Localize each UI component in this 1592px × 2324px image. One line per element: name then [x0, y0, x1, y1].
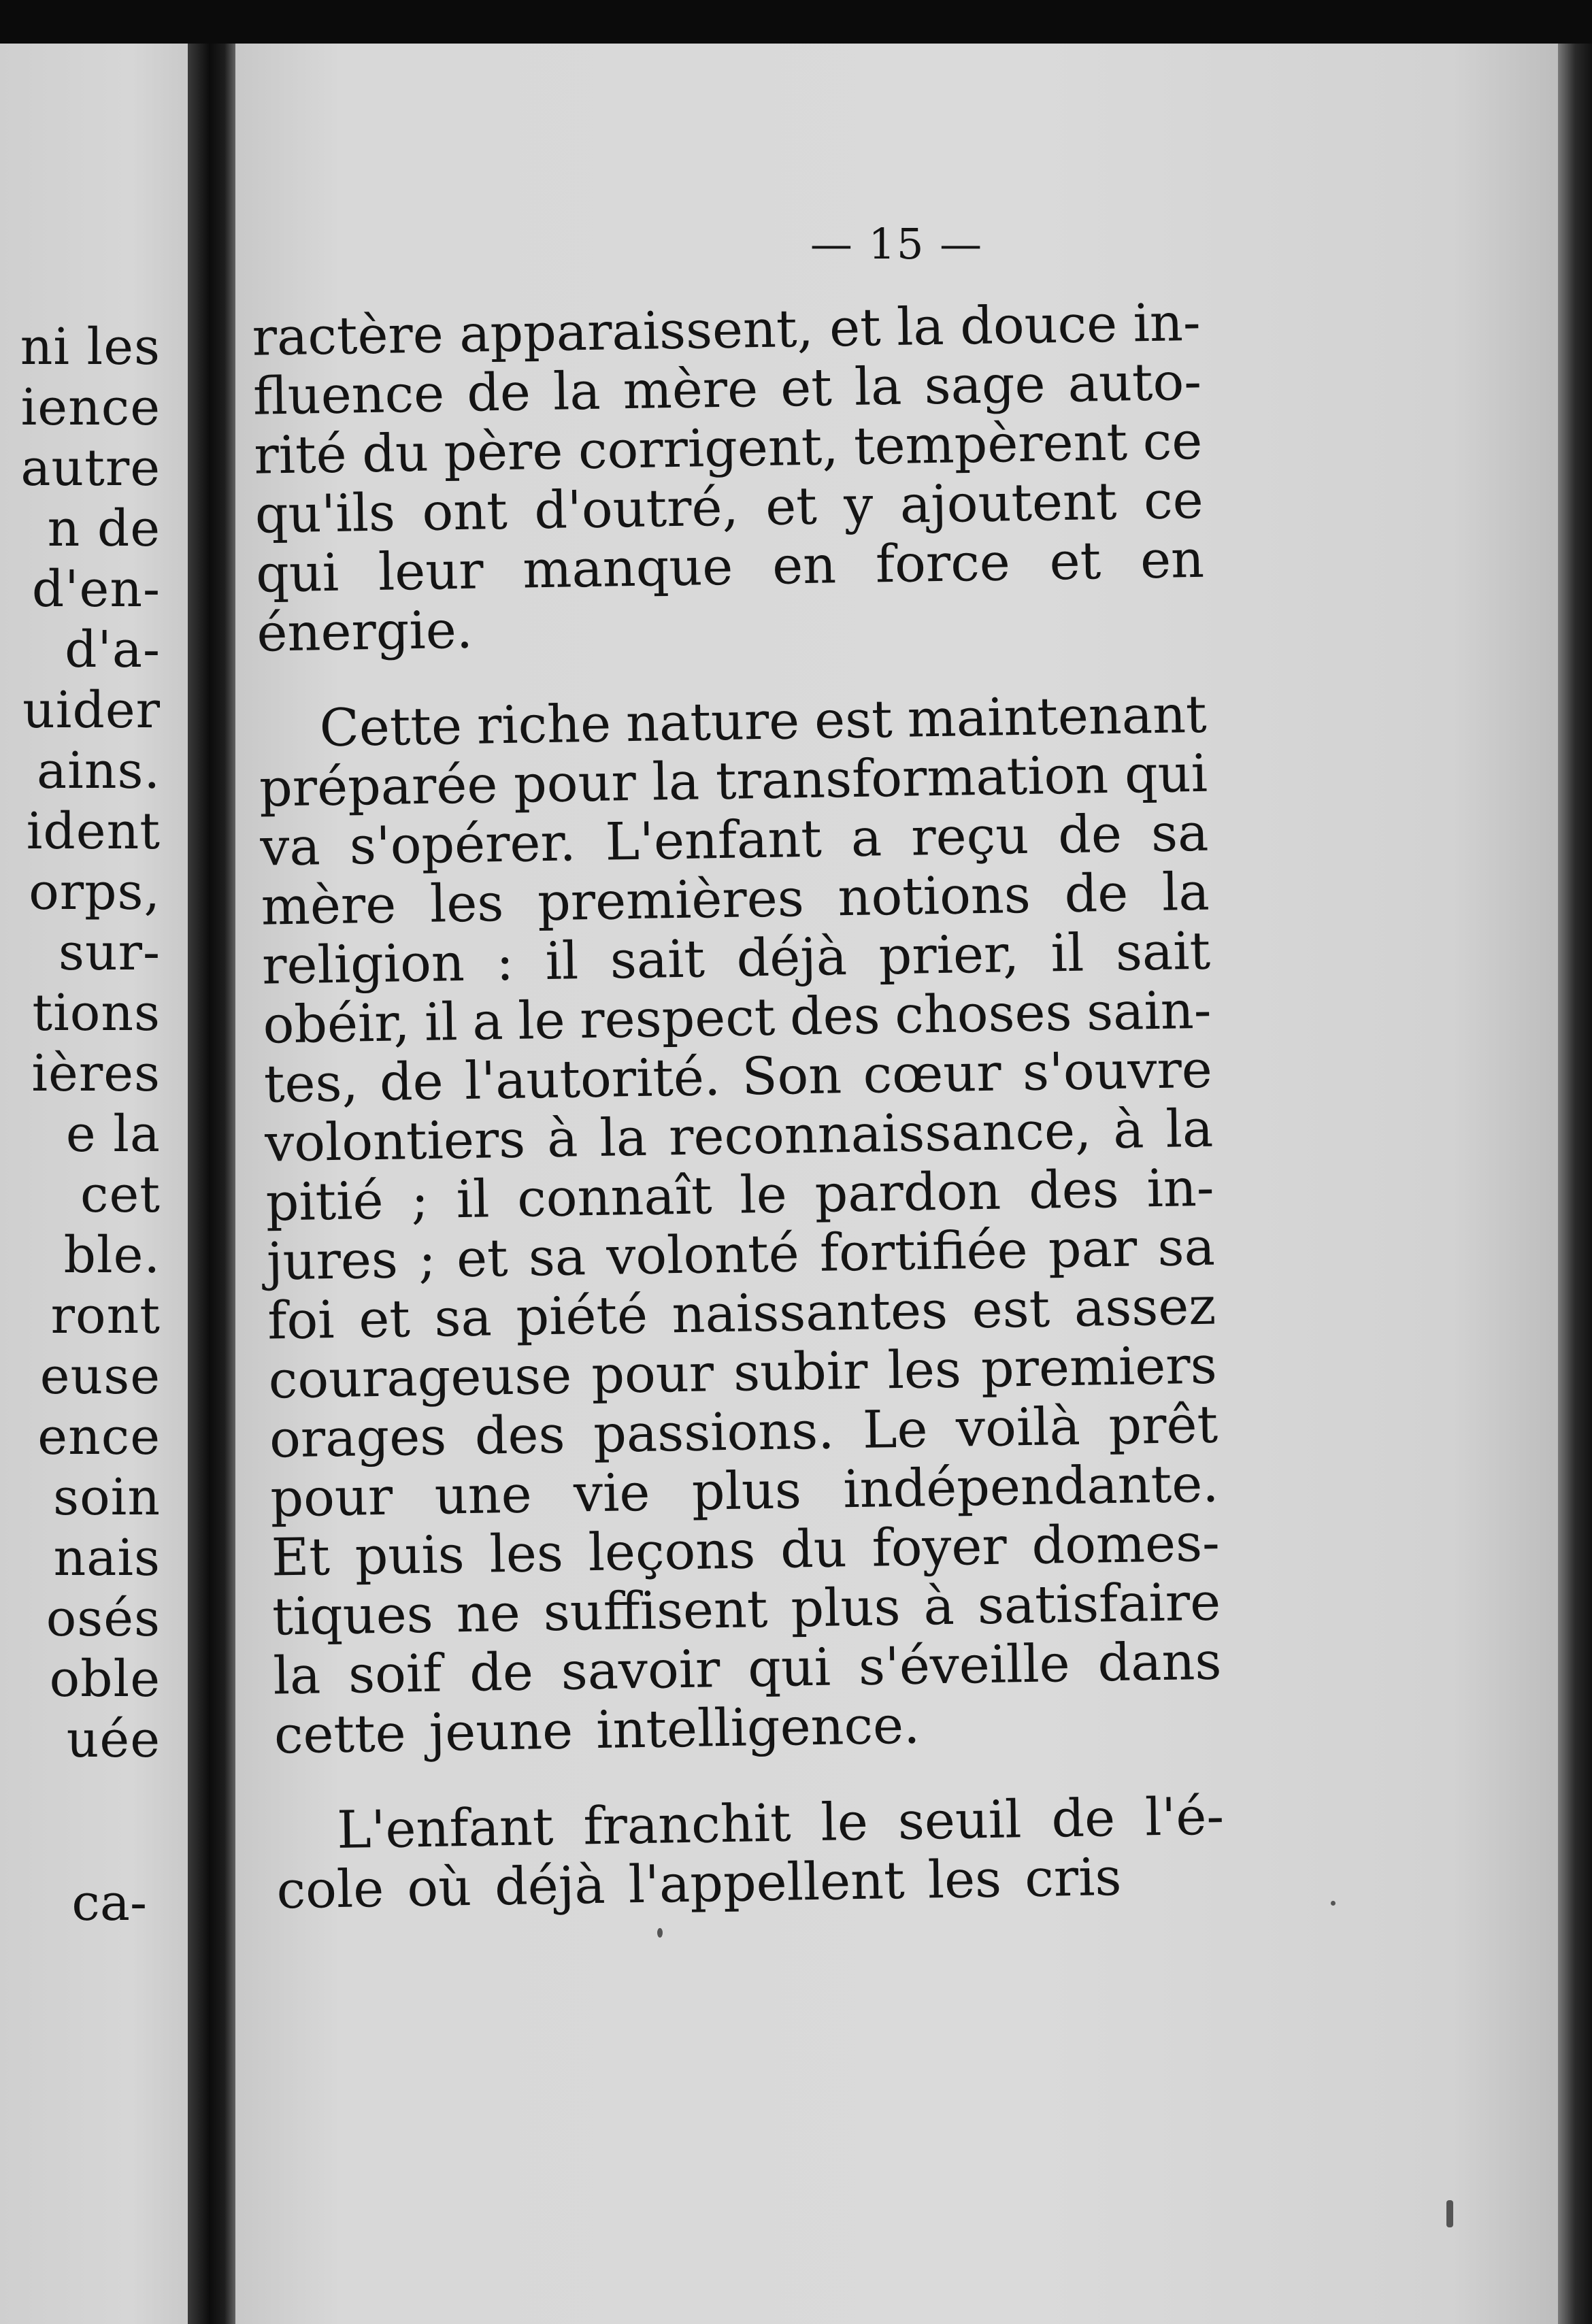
word: plus [691, 1459, 802, 1522]
previous-page-line-fragments [20, 317, 161, 1770]
word: foyer [871, 1515, 1008, 1578]
word: force [875, 531, 1011, 595]
word: qui [1124, 742, 1208, 805]
word: s'opérer. [349, 812, 577, 876]
word: leur [378, 540, 484, 602]
word: des [789, 984, 881, 1047]
previous-page-line-fragment: tions [32, 984, 161, 1042]
paragraph [239, 293, 1206, 663]
word: riche [476, 693, 612, 756]
word: notions [837, 863, 1031, 928]
word: orages [269, 1406, 447, 1470]
word: père [443, 420, 564, 483]
word: sa [1157, 1216, 1216, 1278]
previous-page-line-fragment: n de [47, 499, 161, 558]
word: les [886, 1338, 962, 1401]
word: et [1048, 530, 1101, 592]
page-body-text [239, 293, 1225, 1920]
word: qui [747, 1636, 831, 1699]
page-edge-shadow [1558, 44, 1592, 2324]
word: douce [959, 293, 1118, 356]
word: mère [261, 874, 397, 937]
word: prêt [1108, 1393, 1218, 1457]
word: voilà [955, 1395, 1081, 1459]
word: tes, [263, 1052, 359, 1114]
word: est [971, 1278, 1050, 1340]
word: ; [410, 1169, 429, 1231]
word: les [429, 872, 504, 934]
word: maintenant [907, 683, 1208, 749]
word: reconnaissance, [668, 1099, 1092, 1167]
word: : [495, 931, 514, 993]
word: Cette [319, 695, 463, 759]
previous-page-line-fragment: ières [31, 1044, 161, 1103]
word: obéir, [262, 992, 411, 1055]
word: transformation [715, 744, 1109, 812]
word: une [434, 1463, 533, 1526]
previous-page-line-fragment: sur- [58, 923, 161, 982]
paragraph [263, 1787, 1225, 1920]
word: et [829, 297, 882, 359]
word: ractère [251, 303, 444, 367]
word: manque [522, 535, 733, 600]
previous-page-fragment [0, 44, 188, 2324]
word: ne [456, 1582, 521, 1644]
word: tempèrent [853, 411, 1128, 476]
word: est [814, 688, 893, 750]
word: ont [421, 480, 508, 542]
word: respect [579, 986, 776, 1050]
word: sa [528, 1226, 586, 1288]
dust-speck [1331, 1901, 1336, 1906]
word: sait [1115, 920, 1211, 982]
previous-page-line-fragment: ble. [63, 1226, 161, 1284]
word: seuil [897, 1789, 1023, 1852]
word: reçu [910, 804, 1029, 867]
previous-page-tail-fragment: ca- [71, 1874, 147, 1932]
word: des [1028, 1158, 1120, 1221]
word: pour [591, 1342, 714, 1406]
word: premiers [980, 1334, 1218, 1399]
previous-page-line-fragment: osés [46, 1589, 161, 1648]
word: soif [348, 1642, 442, 1705]
word: sain- [1086, 979, 1212, 1042]
word: leçons [587, 1519, 756, 1583]
previous-page-line-fragment: euse [39, 1347, 161, 1406]
word: prier, [878, 923, 1020, 986]
previous-page-line-fragment: ident [26, 802, 161, 861]
book-gutter [188, 44, 237, 2324]
word: pardon [814, 1160, 1001, 1224]
previous-page-line-fragment: uée [66, 1710, 161, 1769]
word: Son [741, 1044, 842, 1107]
word: et [358, 1288, 411, 1350]
previous-page-line-fragment: oble [49, 1650, 161, 1708]
word: Et [271, 1526, 331, 1588]
word: du [361, 422, 429, 484]
word: il [1050, 922, 1084, 984]
word: premières [537, 867, 805, 933]
word: pour [269, 1465, 393, 1529]
word: puis [354, 1524, 465, 1587]
word: corrigent, [578, 416, 840, 481]
word: subir [733, 1340, 869, 1403]
word: la [896, 295, 945, 357]
word: la [272, 1644, 321, 1706]
word: connaît [516, 1165, 713, 1229]
word: de [1050, 1787, 1116, 1849]
word: in- [1132, 291, 1201, 354]
word: l'autorité. [464, 1046, 721, 1111]
word: en [772, 534, 837, 596]
word: sage [923, 353, 1046, 416]
word: domes- [1031, 1512, 1221, 1576]
word: il [456, 1168, 491, 1230]
word: ; [418, 1228, 437, 1290]
word: vie [573, 1461, 651, 1524]
word: indépendante. [842, 1452, 1220, 1520]
word: la [854, 355, 903, 417]
text-line-content: cette jeune intelligence. [273, 1694, 921, 1765]
previous-page-line-fragment: e la [65, 1105, 161, 1163]
word: le [739, 1163, 788, 1225]
text-line-content: énergie. [256, 599, 474, 663]
word: volontiers [264, 1108, 526, 1174]
previous-page-line-fragment: ains. [37, 742, 161, 800]
word: religion [261, 931, 465, 996]
word: va [259, 816, 321, 878]
word: préparée [259, 754, 498, 818]
word: a [471, 991, 504, 1052]
word: d'outré, [533, 476, 740, 541]
word: s'ouvre [1022, 1038, 1213, 1103]
word: auto- [1067, 350, 1202, 414]
previous-page-line-fragment: autre [20, 439, 161, 497]
word: ajoutent [899, 470, 1118, 535]
previous-page-line-fragment: d'en- [31, 560, 161, 618]
previous-page-line-fragment: ront [50, 1286, 161, 1345]
word: de [1063, 862, 1129, 925]
word: passions. [593, 1399, 835, 1465]
word: in- [1146, 1157, 1215, 1219]
word: du [780, 1518, 848, 1580]
word: de [1057, 803, 1123, 865]
word: sait [610, 928, 706, 991]
previous-page-line-fragment: nais [53, 1529, 161, 1587]
text-line-content: cole où déjà l'appellent les cris [276, 1846, 1123, 1921]
word: par [1048, 1217, 1138, 1280]
word: courageuse [268, 1344, 572, 1410]
word: s'éveille [858, 1633, 1071, 1697]
word: la [599, 1106, 648, 1168]
word: il [544, 930, 579, 992]
word: tiques [271, 1583, 434, 1647]
word: dans [1097, 1630, 1223, 1693]
word: et [456, 1227, 509, 1289]
word: et [780, 356, 833, 418]
word: fortifiée [819, 1218, 1029, 1283]
word: apparaissent, [459, 297, 814, 364]
word: à [546, 1108, 579, 1169]
previous-page-line-fragment: orps, [29, 863, 161, 921]
word: qui [255, 542, 339, 604]
word: cœur [862, 1042, 1002, 1105]
previous-page-line-fragment: soin [53, 1468, 161, 1527]
word: déjà [735, 926, 848, 989]
word: à [923, 1575, 955, 1637]
word: a [850, 807, 882, 868]
word: de [466, 361, 531, 423]
word: naissantes [671, 1279, 948, 1345]
word: savoir [560, 1638, 720, 1702]
current-page [235, 44, 1558, 2324]
word: suffisent [543, 1578, 769, 1643]
word: y [843, 474, 874, 536]
word: le [820, 1791, 869, 1853]
word: fluence [252, 363, 445, 427]
word: la [1165, 1097, 1214, 1159]
word: plus [790, 1576, 901, 1639]
word: pitié [265, 1169, 384, 1233]
word: en [1140, 528, 1205, 591]
previous-page-line-fragment: cet [80, 1165, 161, 1224]
paragraph [246, 684, 1223, 1765]
word: foi [267, 1289, 335, 1351]
word: sa [433, 1286, 493, 1348]
word: piété [515, 1284, 648, 1347]
previous-page-line-fragment: ience [20, 378, 161, 437]
word: ce [1143, 469, 1204, 531]
word: et [765, 475, 818, 537]
word: la [552, 360, 601, 422]
word: assez [1074, 1275, 1216, 1338]
dust-speck [1446, 2200, 1453, 2227]
word: choses [894, 981, 1073, 1045]
word: ce [1142, 410, 1203, 472]
word: jures [266, 1229, 399, 1292]
word: Le [862, 1398, 929, 1460]
page-number: — 15 — [810, 219, 984, 269]
previous-page-line-fragment: ni les [20, 318, 161, 376]
word: de [379, 1050, 444, 1112]
word: de [469, 1641, 534, 1703]
word: des [474, 1404, 566, 1466]
dust-speck [657, 1928, 663, 1938]
word: nature [625, 690, 800, 754]
word: sa [1150, 801, 1209, 864]
word: rité [253, 423, 348, 486]
word: satisfaire [977, 1571, 1221, 1636]
word: l'é- [1144, 1785, 1225, 1848]
word: volonté [606, 1223, 800, 1286]
word: L'enfant [604, 808, 823, 872]
word: il [424, 991, 459, 1052]
word: L'enfant [336, 1796, 554, 1861]
previous-page-line-fragment: d'a- [65, 620, 161, 679]
previous-page-line-fragment: ence [37, 1408, 161, 1466]
word: la [651, 750, 700, 812]
previous-page-line-fragment: uider [22, 681, 161, 740]
word: franchit [582, 1792, 792, 1857]
word: qu'ils [254, 482, 396, 545]
word: le [517, 989, 566, 1051]
word: les [488, 1522, 564, 1584]
word: pour [513, 751, 637, 814]
word: à [1112, 1099, 1145, 1160]
word: la [1161, 861, 1210, 923]
word: mère [623, 358, 759, 421]
